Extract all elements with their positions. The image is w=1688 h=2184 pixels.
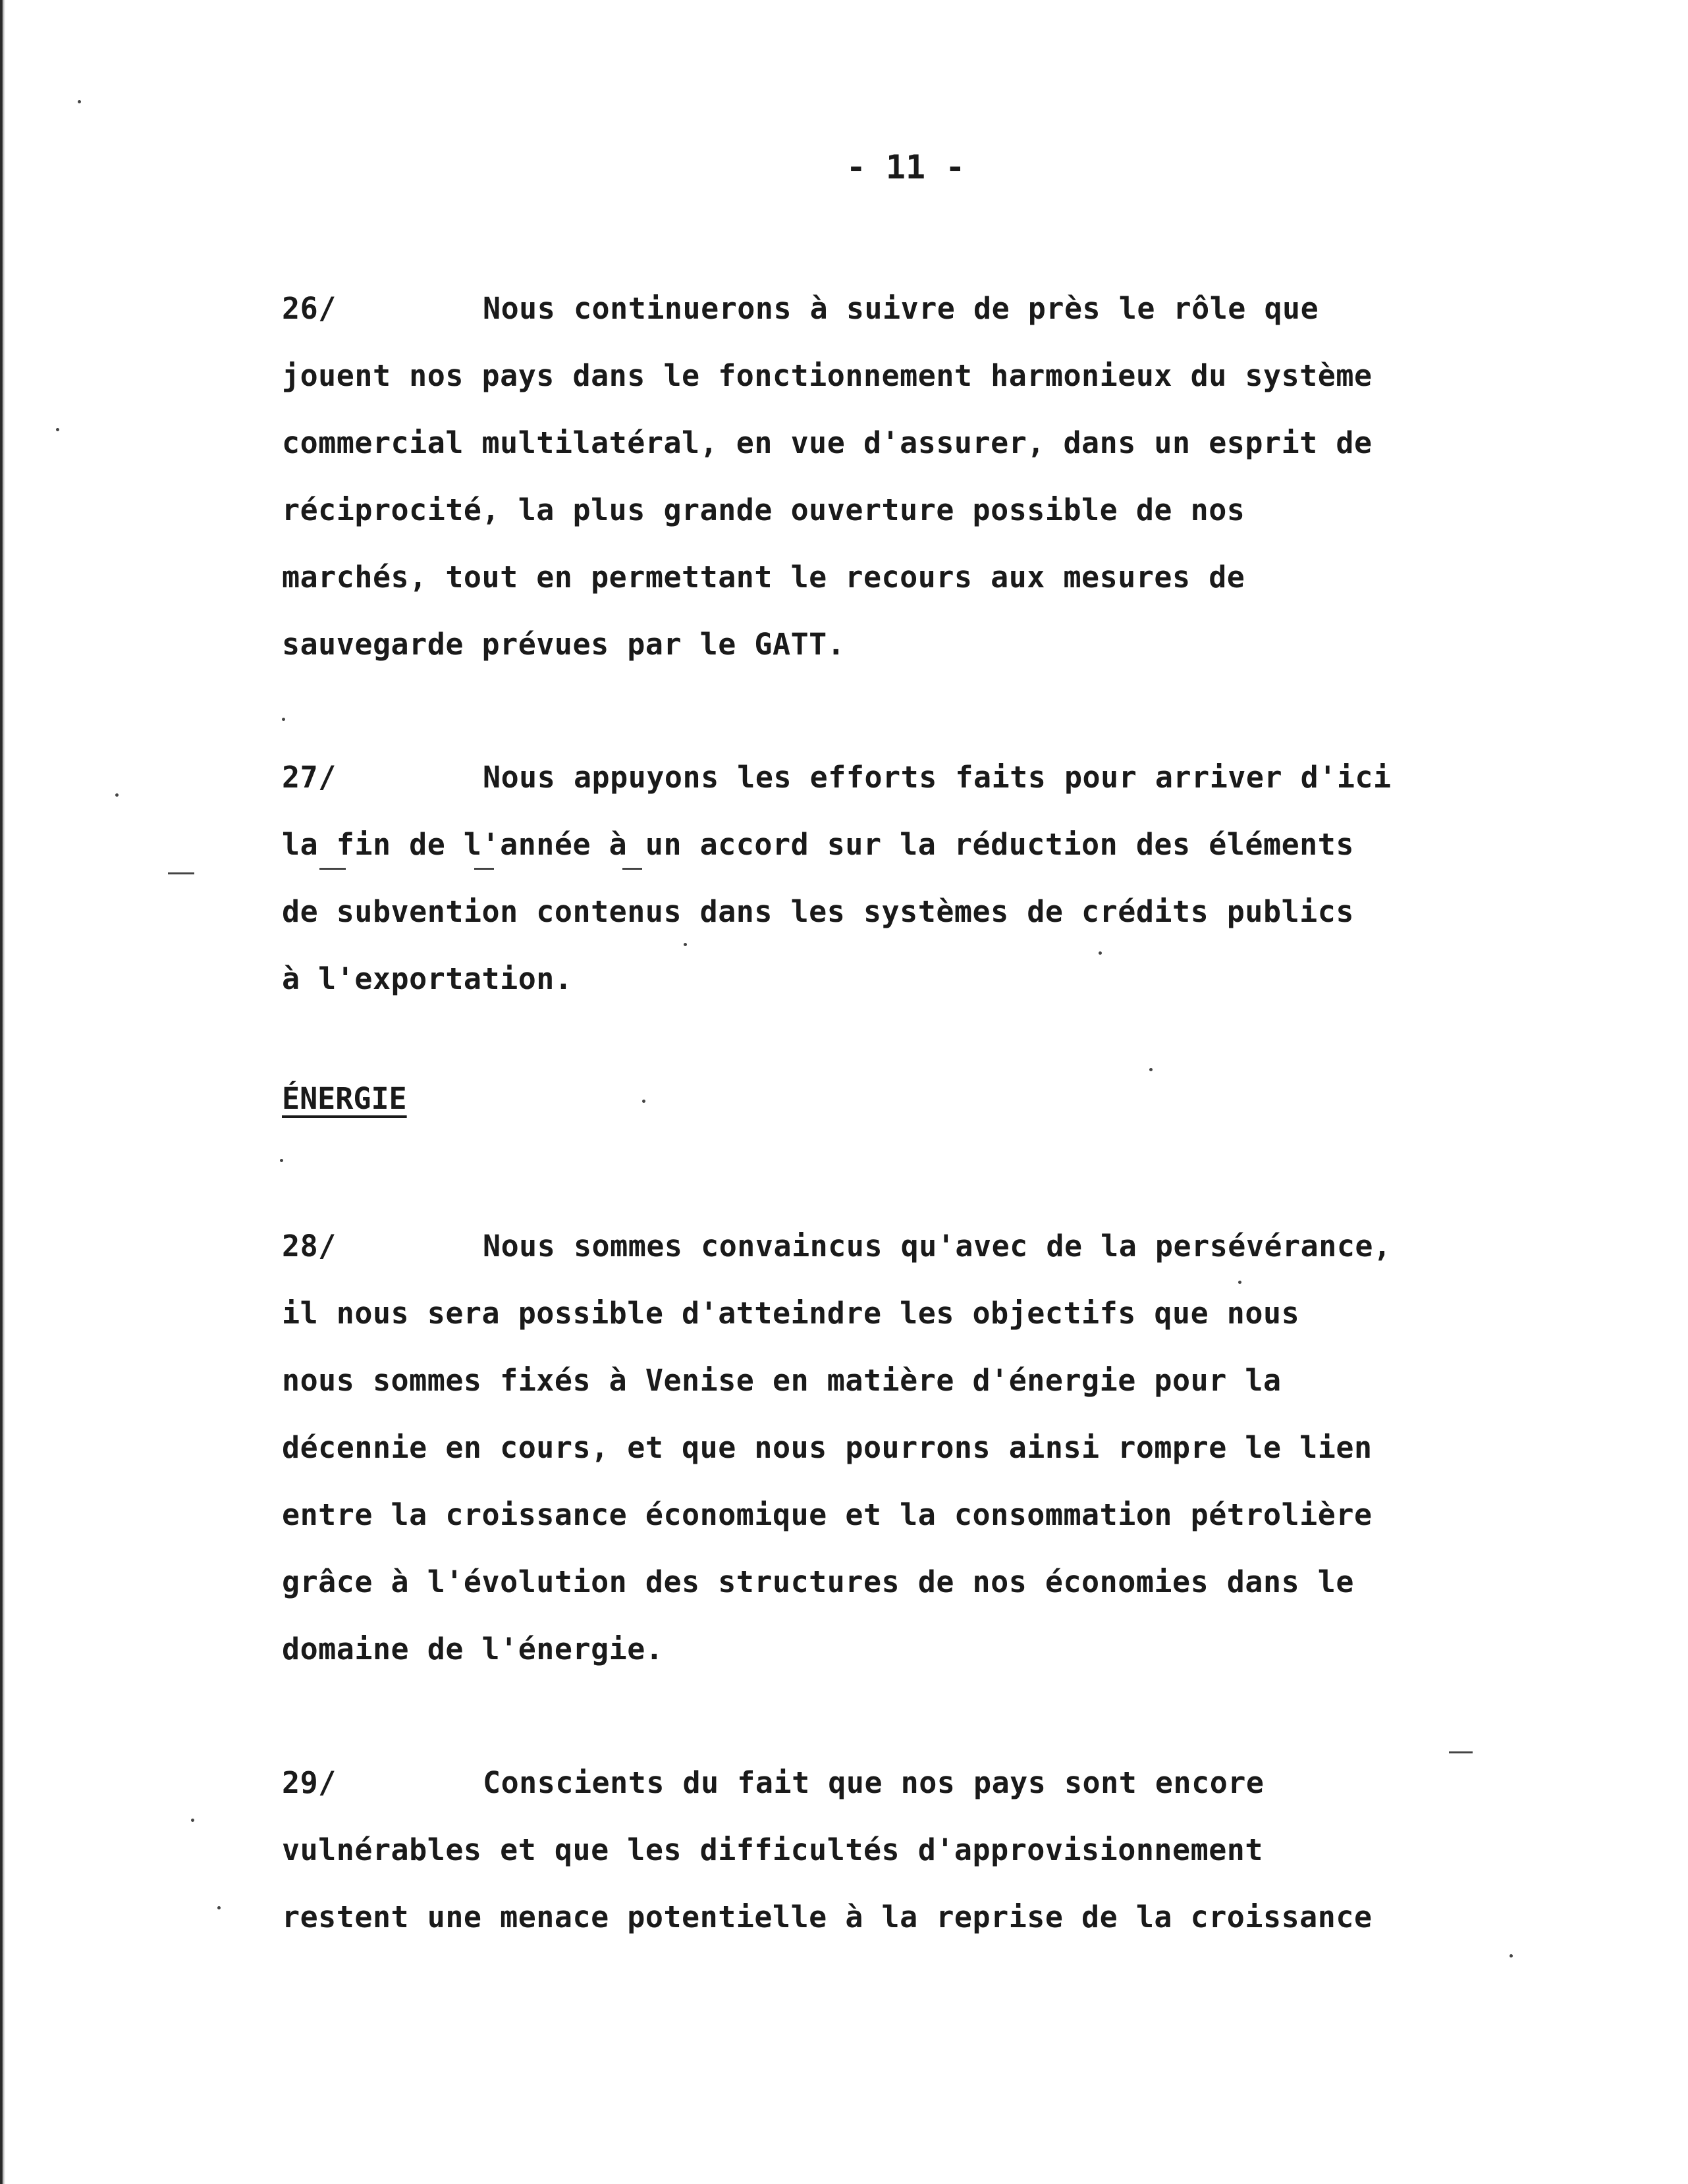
paragraph-number: 29/	[282, 1765, 337, 1800]
scan-dash	[1449, 1751, 1473, 1753]
line-text: Nous sommes convaincus qu'avec de la persévérance,	[483, 1229, 1392, 1264]
line-text: Conscients du fait que nos pays sont encore	[483, 1765, 1265, 1800]
paragraph-line: domaine de l'énergie.	[282, 1632, 664, 1666]
scan-speck	[684, 943, 687, 946]
paragraph-27	[282, 744, 1533, 1013]
paragraph-line: nous sommes fixés à Venise en matière d'énergie pour la	[282, 1363, 1282, 1398]
scan-dash	[168, 872, 194, 874]
paragraph-line: réciprocité, la plus grande ouverture possible de nos	[282, 493, 1245, 527]
paragraph-line: décennie en cours, et que nous pourrons ainsi rompre le lien	[282, 1430, 1373, 1465]
paragraph-28	[282, 1213, 1533, 1683]
scan-speck	[217, 1906, 221, 1909]
paragraph-line: jouent nos pays dans le fonctionnement harmonieux du système	[282, 358, 1373, 393]
paragraph-line: la fin de l'année à un accord sur la réduction des éléments	[282, 827, 1354, 862]
paragraph-line: de subvention contenus dans les systèmes de crédits publics	[282, 894, 1354, 929]
paragraph-line	[282, 1213, 1533, 1280]
page-number: - 11 -	[846, 148, 966, 186]
scan-speck	[642, 1100, 645, 1103]
scan-speck	[280, 1159, 283, 1162]
paragraph-line: grâce à l'évolution des structures de nos économies dans le	[282, 1564, 1354, 1599]
scan-speck	[282, 718, 285, 721]
scan-speck	[115, 793, 119, 797]
paragraph-line: marchés, tout en permettant le recours aux mesures de	[282, 560, 1245, 595]
scan-left-edge	[0, 0, 5, 2184]
paragraph-line	[282, 744, 1533, 811]
section-heading: ÉNERGIE	[282, 1081, 407, 1116]
paragraph-line: à l'exportation.	[282, 961, 573, 996]
line-text: Nous appuyons les efforts faits pour arriver d'ici	[483, 760, 1392, 795]
paragraph-line: commercial multilatéral, en vue d'assurer, dans un esprit de	[282, 425, 1373, 460]
paragraph-line: il nous sera possible d'atteindre les objectifs que nous	[282, 1296, 1300, 1331]
paragraph-26	[282, 275, 1533, 678]
scan-dash	[319, 868, 346, 870]
paragraph-line	[282, 275, 1533, 342]
scan-speck	[1238, 1281, 1241, 1284]
scan-speck	[1149, 1068, 1153, 1071]
paragraph-line	[282, 1749, 1533, 1817]
scan-speck	[191, 1819, 194, 1822]
scan-speck	[1099, 951, 1102, 955]
paragraph-number: 27/	[282, 760, 337, 795]
scan-dash	[474, 868, 494, 870]
scan-speck	[78, 100, 81, 103]
scan-speck	[1510, 1954, 1513, 1958]
scan-speck	[56, 428, 59, 431]
paragraph-line: entre la croissance économique et la consommation pétrolière	[282, 1497, 1373, 1532]
line-text: Nous continuerons à suivre de près le rôle que	[483, 291, 1319, 326]
paragraph-line: vulnérables et que les difficultés d'approvisionnement	[282, 1832, 1263, 1867]
paragraph-number: 28/	[282, 1229, 337, 1264]
paragraph-29	[282, 1749, 1533, 1951]
paragraph-line: restent une menace potentielle à la reprise de la croissance	[282, 1900, 1373, 1934]
paragraph-line: sauvegarde prévues par le GATT.	[282, 627, 846, 662]
paragraph-number: 26/	[282, 291, 337, 326]
scan-dash	[622, 868, 642, 870]
